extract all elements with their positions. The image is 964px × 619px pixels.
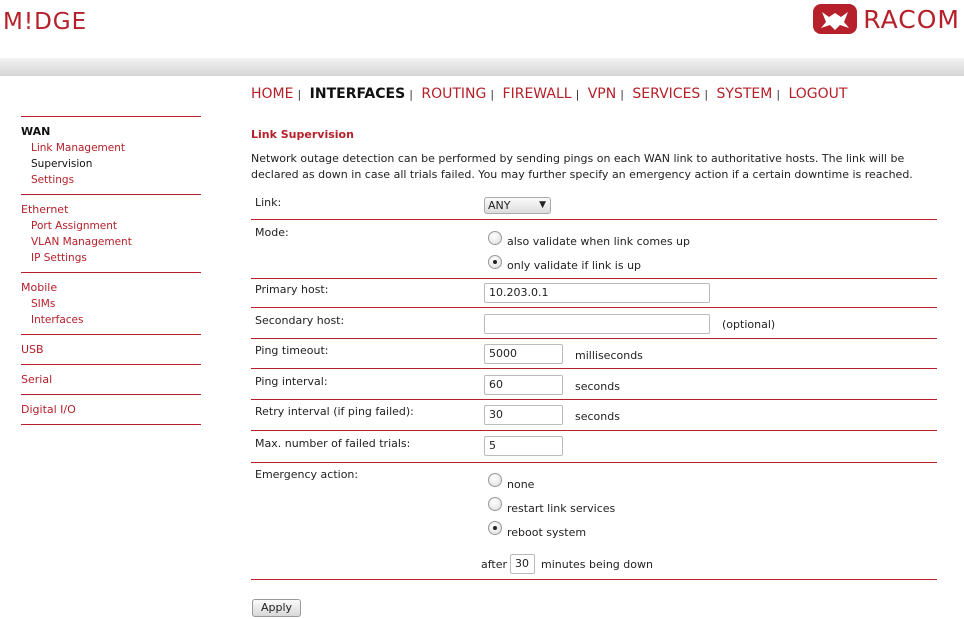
after-label: after bbox=[481, 558, 508, 571]
sidebar-item-interfaces[interactable]: Interfaces bbox=[31, 314, 84, 326]
secondary-host-input[interactable] bbox=[484, 314, 710, 334]
divider bbox=[251, 399, 937, 400]
page-description bbox=[251, 151, 937, 183]
nav-separator: | bbox=[490, 88, 495, 101]
ping-timeout-unit: milliseconds bbox=[575, 349, 643, 362]
top-navigation bbox=[251, 86, 847, 102]
mode-option-label: only validate if link is up bbox=[507, 259, 642, 272]
primary-host-input[interactable]: 10.203.0.1 bbox=[484, 283, 710, 303]
ping-interval-label: Ping interval: bbox=[255, 375, 328, 388]
sidebar-item-settings[interactable]: Settings bbox=[31, 174, 75, 186]
nav-separator: | bbox=[704, 88, 709, 101]
emergency-radio-none[interactable] bbox=[488, 473, 502, 487]
chevron-down-icon: ▼ bbox=[539, 200, 546, 210]
emergency-option-label: restart link services bbox=[507, 502, 616, 515]
secondary-host-label: Secondary host: bbox=[255, 314, 345, 327]
secondary-host-hint: (optional) bbox=[722, 318, 776, 331]
nav-routing[interactable]: ROUTING bbox=[421, 86, 487, 102]
retry-interval-label: Retry interval (if ping failed): bbox=[255, 405, 414, 418]
nav-separator: | bbox=[575, 88, 580, 101]
divider bbox=[251, 338, 937, 339]
sidebar-group-digital-io bbox=[21, 395, 201, 425]
retry-interval-input[interactable]: 30 bbox=[484, 405, 563, 425]
divider bbox=[251, 462, 937, 463]
sidebar-item-vlan-management[interactable]: VLAN Management bbox=[31, 236, 132, 248]
nav-interfaces[interactable]: INTERFACES bbox=[309, 86, 406, 102]
header bbox=[0, 0, 964, 58]
divider bbox=[251, 219, 937, 220]
main-content bbox=[251, 128, 937, 183]
max-failed-label: Max. number of failed trials: bbox=[255, 437, 411, 450]
primary-host-label: Primary host: bbox=[255, 283, 329, 296]
racom-logo bbox=[813, 4, 960, 34]
header-band bbox=[0, 58, 964, 76]
divider bbox=[251, 368, 937, 369]
divider bbox=[251, 307, 937, 308]
ping-timeout-label: Ping timeout: bbox=[255, 344, 329, 357]
sidebar-item-supervision[interactable]: Supervision bbox=[31, 158, 93, 170]
ping-interval-unit: seconds bbox=[575, 380, 620, 393]
link-label: Link: bbox=[255, 196, 282, 209]
downtime-minutes-input[interactable]: 30 bbox=[510, 554, 535, 574]
nav-logout[interactable]: LOGOUT bbox=[788, 86, 848, 102]
mode-radio-validate-up[interactable] bbox=[488, 231, 502, 245]
nav-vpn[interactable]: VPN bbox=[587, 86, 617, 102]
link-select[interactable] bbox=[484, 197, 551, 214]
retry-interval-unit: seconds bbox=[575, 410, 620, 423]
nav-home[interactable]: HOME bbox=[251, 86, 294, 102]
nav-separator: | bbox=[409, 88, 413, 101]
nav-separator: | bbox=[620, 88, 624, 101]
ping-interval-input[interactable]: 60 bbox=[484, 375, 563, 395]
downtime-unit: minutes being down bbox=[541, 558, 653, 571]
divider bbox=[251, 579, 937, 580]
nav-system[interactable]: SYSTEM bbox=[716, 86, 773, 102]
sidebar-head-digital-io[interactable]: Digital I/O bbox=[21, 403, 76, 416]
sidebar-head-serial[interactable]: Serial bbox=[21, 373, 53, 386]
sidebar-head-usb[interactable]: USB bbox=[21, 343, 44, 356]
racom-wordmark: RACOM bbox=[863, 4, 960, 34]
link-select-value: ANY bbox=[488, 199, 511, 212]
mode-radio-only-validate[interactable] bbox=[488, 255, 502, 269]
sidebar-head-wan[interactable]: WAN bbox=[21, 125, 51, 138]
emergency-option-label: none bbox=[507, 478, 535, 491]
ping-timeout-input[interactable]: 5000 bbox=[484, 344, 563, 364]
divider bbox=[251, 278, 937, 279]
emergency-option-label: reboot system bbox=[507, 526, 587, 539]
sidebar-item-ip-settings[interactable]: IP Settings bbox=[31, 252, 87, 264]
sidebar-head-ethernet[interactable]: Ethernet bbox=[21, 203, 69, 216]
mode-label: Mode: bbox=[255, 226, 289, 239]
nav-separator: | bbox=[776, 88, 781, 101]
emergency-action-label: Emergency action: bbox=[255, 468, 359, 481]
max-failed-input[interactable]: 5 bbox=[484, 436, 563, 456]
sidebar-group-wan bbox=[21, 117, 201, 195]
description-line-1: Network outage detection can be performed by sending pings on each WAN link to authoritative hosts. The link will be bbox=[251, 152, 905, 165]
sidebar-item-link-management[interactable]: Link Management bbox=[31, 142, 126, 154]
divider bbox=[251, 430, 937, 431]
page-title: Link Supervision bbox=[251, 128, 354, 141]
racom-mark-icon bbox=[813, 4, 857, 34]
apply-button[interactable]: Apply bbox=[252, 599, 301, 617]
nav-firewall[interactable]: FIREWALL bbox=[502, 86, 572, 102]
sidebar-item-sims[interactable]: SIMs bbox=[31, 298, 56, 310]
emergency-radio-restart[interactable] bbox=[488, 497, 502, 511]
sidebar-group-usb bbox=[21, 335, 201, 365]
sidebar bbox=[21, 116, 201, 425]
nav-separator: | bbox=[297, 88, 302, 101]
description-line-2: declared as down in case all trials failed. You may further specify an emergency action if a certain downtime is reached. bbox=[251, 168, 913, 181]
midge-logo: M!DGE bbox=[3, 9, 88, 35]
nav-services[interactable]: SERVICES bbox=[632, 86, 701, 102]
sidebar-group-ethernet bbox=[21, 195, 201, 273]
sidebar-group-serial bbox=[21, 365, 201, 395]
emergency-radio-reboot[interactable] bbox=[488, 521, 502, 535]
sidebar-item-port-assignment[interactable]: Port Assignment bbox=[31, 220, 117, 232]
sidebar-group-mobile bbox=[21, 273, 201, 335]
mode-option-label: also validate when link comes up bbox=[507, 235, 691, 248]
sidebar-head-mobile[interactable]: Mobile bbox=[21, 281, 58, 294]
